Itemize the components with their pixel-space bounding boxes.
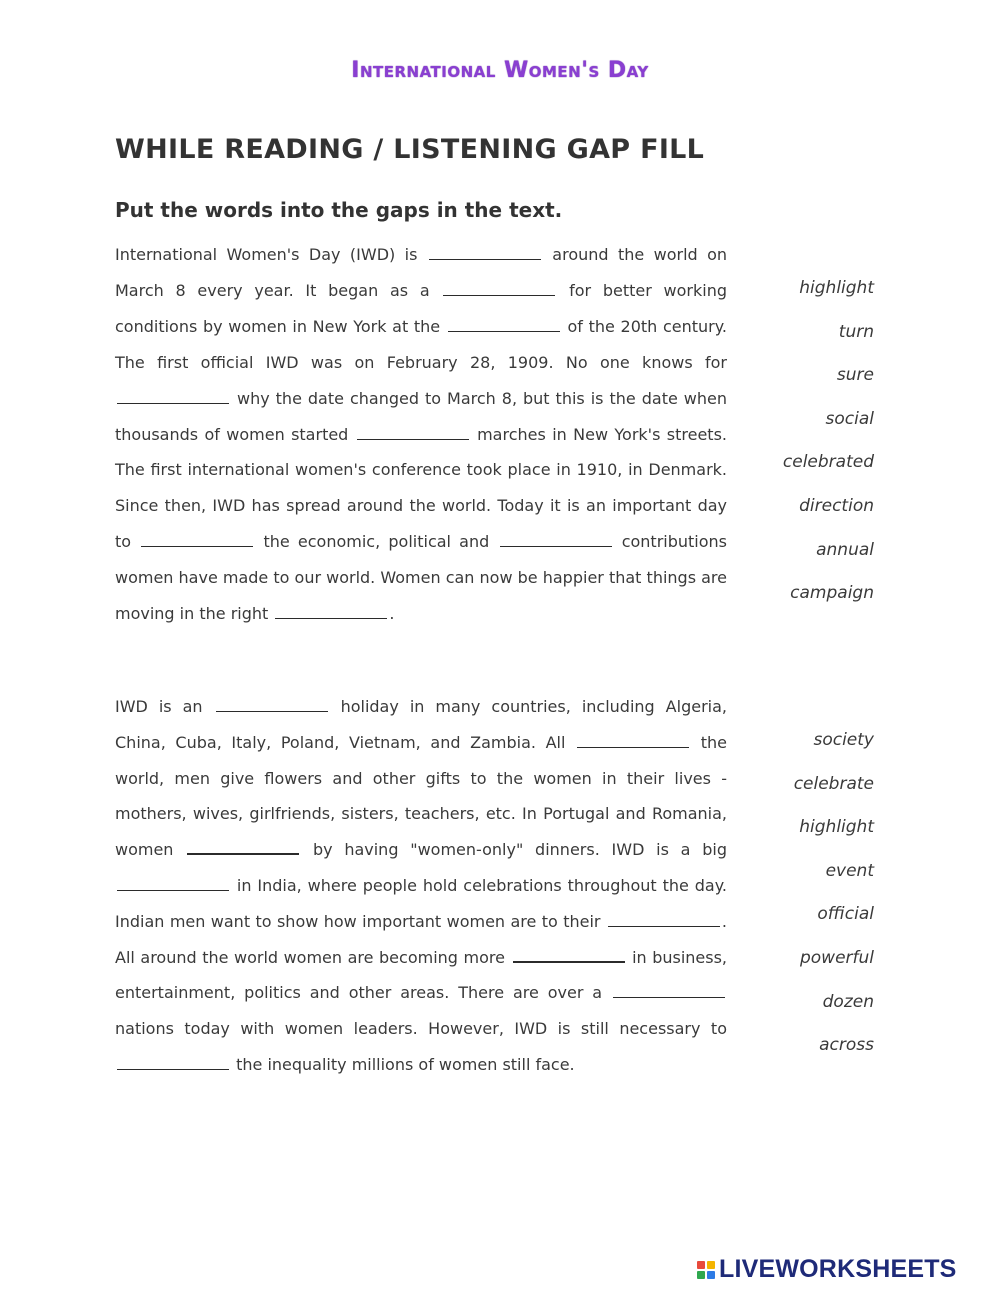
logo-icon-square bbox=[697, 1271, 705, 1279]
gap-7[interactable] bbox=[500, 545, 612, 547]
paragraph-2-text: holiday in many countries, including Algeria, China, Cuba, Italy, Poland, Vietnam, and Zambia. All bbox=[115, 697, 727, 752]
paragraph-2-text: the inequality millions of women still face. bbox=[236, 1054, 575, 1074]
paragraph-1-text: of the 20th century. The first official IWD was on February 28, 1909. No one knows for bbox=[115, 316, 727, 372]
gap-1[interactable] bbox=[429, 258, 541, 260]
paragraph-1-text: for better working conditions by women in New York at the bbox=[115, 280, 727, 336]
word-bank-item: turn bbox=[838, 321, 874, 342]
word-bank-item: celebrate bbox=[793, 773, 874, 794]
logo-icon-square bbox=[697, 1261, 705, 1269]
gap-14[interactable] bbox=[513, 960, 625, 963]
gap-15[interactable] bbox=[613, 996, 725, 998]
word-bank-2 bbox=[760, 719, 874, 1068]
gap-3[interactable] bbox=[448, 330, 560, 332]
liveworksheets-logo-text: LIVEWORKSHEETS bbox=[719, 1255, 957, 1283]
gap-16[interactable] bbox=[117, 1068, 229, 1070]
word-bank-item: event bbox=[825, 860, 874, 881]
word-bank-item: celebrated bbox=[782, 452, 874, 473]
word-bank-item: dozen bbox=[822, 991, 874, 1012]
liveworksheets-logo-icon bbox=[697, 1261, 715, 1279]
paragraph-2-text: in India, where people hold celebrations throughout the day. Indian men want to show how important women are to their bbox=[115, 875, 727, 931]
paragraph-1 bbox=[115, 237, 727, 632]
instruction-text: Put the words into the gaps in the text. bbox=[115, 198, 563, 222]
paragraph-2-text: by having "women-only" dinners. IWD is a big bbox=[312, 840, 727, 860]
word-bank-item: powerful bbox=[799, 947, 874, 968]
paragraph-1-text: International Women's Day (IWD) is bbox=[115, 245, 418, 264]
paragraph-1-text: why the date changed to March 8, but this is the date when thousands of women started bbox=[115, 388, 727, 444]
gap-13[interactable] bbox=[608, 925, 720, 927]
liveworksheets-logo[interactable] bbox=[697, 1255, 957, 1284]
word-bank-item: society bbox=[813, 730, 874, 750]
banner-title: International Women's Day bbox=[351, 58, 649, 83]
logo-icon-square bbox=[707, 1261, 715, 1269]
paragraph-1-text: . bbox=[389, 604, 395, 624]
worksheet-heading: WHILE READING / LISTENING GAP FILL bbox=[115, 134, 705, 165]
gap-6[interactable] bbox=[141, 545, 253, 547]
gap-10[interactable] bbox=[577, 746, 689, 748]
gap-12[interactable] bbox=[117, 889, 229, 891]
gap-11[interactable] bbox=[187, 852, 299, 855]
gap-2[interactable] bbox=[443, 294, 555, 296]
word-bank-item: sure bbox=[836, 365, 874, 386]
paragraph-1-text: the economic, political and bbox=[263, 532, 490, 552]
paragraph-1-text: contributions women have made to our world. Women can now be happier that things are moving in the right bbox=[115, 532, 728, 624]
word-bank-item: direction bbox=[799, 495, 874, 516]
word-bank-item: across bbox=[819, 1035, 874, 1056]
logo-icon-square bbox=[707, 1271, 715, 1279]
paragraph-2-text: . All around the world women are becoming more bbox=[115, 911, 728, 967]
word-bank-item: campaign bbox=[790, 583, 874, 604]
word-bank-item: official bbox=[817, 904, 874, 925]
word-bank-item: annual bbox=[816, 539, 874, 560]
paragraph-2-text: IWD is an bbox=[115, 697, 203, 716]
paragraph-2-text: nations today with women leaders. However, IWD is still necessary to bbox=[115, 1019, 727, 1039]
paragraph-2 bbox=[115, 689, 727, 1083]
paragraph-1-text: around the world on March 8 every year. It began as a bbox=[115, 245, 728, 300]
paragraph-2-text: the world, men give flowers and other gifts to the women in their lives - mothers, wives, girlfriends, sisters, teachers, etc. In Portugal and Romania, women bbox=[115, 732, 727, 860]
word-bank-item: social bbox=[825, 408, 874, 429]
gap-4[interactable] bbox=[117, 402, 229, 404]
paragraph-2-text: in business, entertainment, politics and other areas. There are over a bbox=[115, 947, 728, 1003]
word-bank-item: highlight bbox=[799, 278, 874, 298]
word-bank-item: highlight bbox=[799, 817, 874, 838]
gap-8[interactable] bbox=[275, 617, 387, 619]
word-bank-1 bbox=[760, 267, 874, 616]
gap-5[interactable] bbox=[357, 438, 469, 440]
gap-9[interactable] bbox=[216, 710, 328, 712]
paragraph-1-text: marches in New York's streets. The first international women's conference took place in 1910, in Denmark. Since then, IWD has spread around the world. Today it is an important day to bbox=[115, 424, 728, 552]
